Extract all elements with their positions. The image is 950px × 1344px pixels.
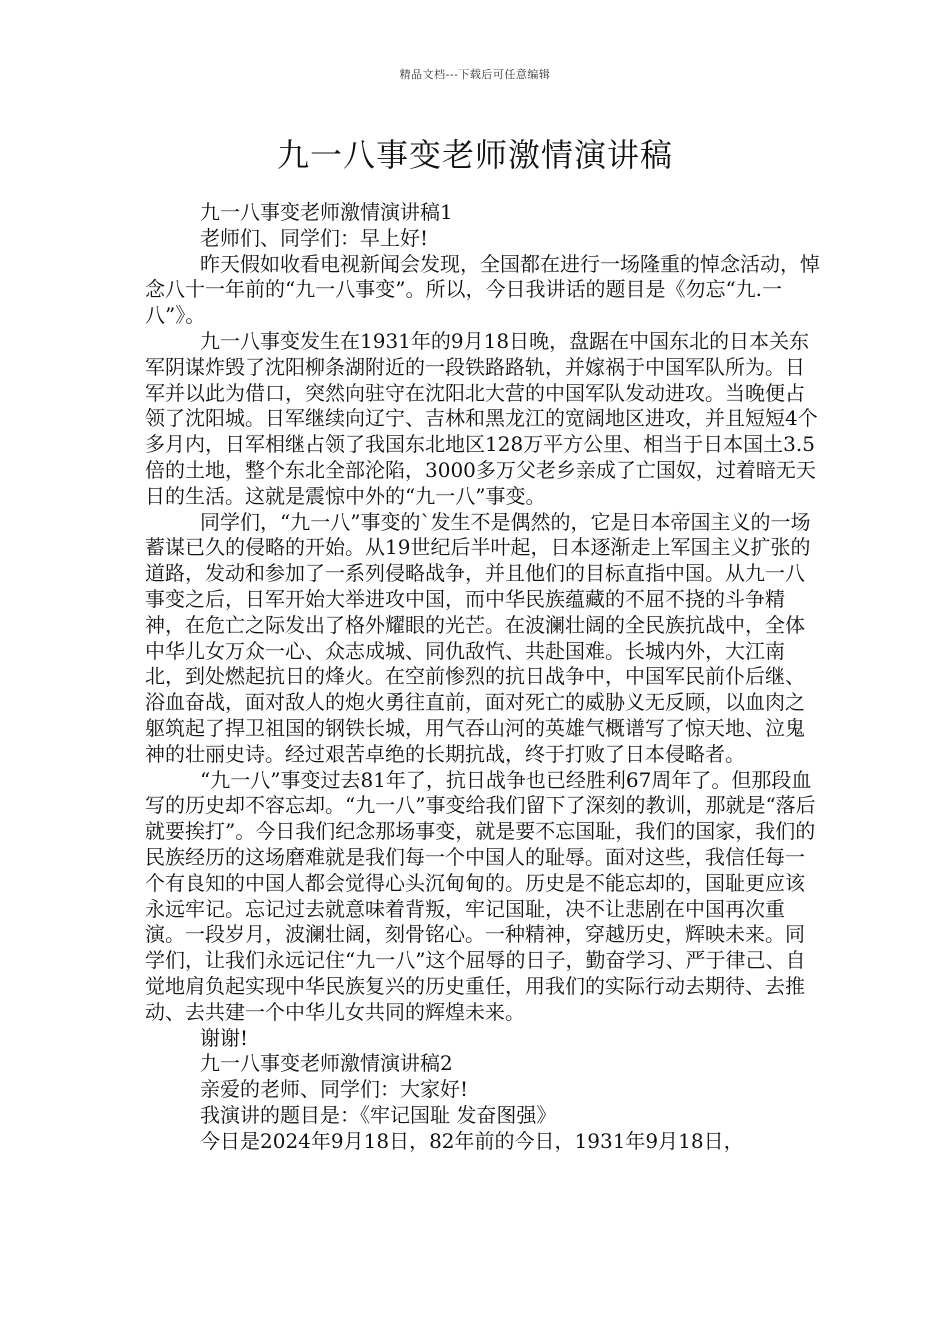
paragraph-history: 九一八事变发生在1931年的9月18日晚，盘踞在中国东北的日本关东军阴谋炸毁了沈阳柳条湖附近的一段铁路路轨，并嫁祸于中国军队所为。日军并以此为借口，突然向驻守在沈阳北大营的中国军队发动进攻。当晚便占领了沈阳城。日军继续向辽宁、吉林和黑龙江的宽阔地区进攻，并且短短4个多月内，日军相继占领了我国东北地区128万平方公里、相当于日本国土3.5倍的土地，整个东北全部沦陷，3000多万父老乡亲成了亡国奴，过着暗无天日的生活。这就是震惊中外的“九一八”事变。 bbox=[145, 328, 818, 508]
speech-topic: 我演讲的题目是：《牢记国耻 发奋图强》 bbox=[200, 1102, 557, 1127]
section-heading-2: 九一八事变老师激情演讲稿2 bbox=[200, 1051, 453, 1076]
document-title: 九一八事变老师激情演讲稿 bbox=[276, 136, 673, 174]
greeting-2: 亲爱的老师、同学们：大家好! bbox=[200, 1077, 469, 1102]
paragraph-remember: “九一八”事变过去81年了，抗日战争也已经胜利67周年了。但那段血写的历史却不容忘却。“九一八”事变给我们留下了深刻的教训，那就是“落后就要挨打”。今日我们纪念那场事变，就是要不忘国耻，我们的国家，我们的民族经历的这场磨难就是我们每一个中国人的耻辱。面对这些，我信任每一个有良知的中国人都会觉得心头沉甸甸的。历史是不能忘却的，国耻更应该永远牢记。忘记过去就意味着背叛，牢记国耻，决不让悲剧在中国再次重演。一段岁月，波澜壮阔，刻骨铭心。一种精神，穿越历史，辉映未来。同学们，让我们永远记住“九一八”这个屈辱的日子，勤奋学习、严于律己、自觉地肩负起实现中华民族复兴的历史重任，用我们的实际行动去期待、去推动、去共建一个中华儿女共同的辉煌未来。 bbox=[145, 767, 816, 1024]
document-body bbox=[145, 200, 820, 1154]
document-header-note: 精品文档---下载后可任意编辑 bbox=[399, 68, 551, 81]
paragraph-today: 今日是2024年9月18日，82年前的今日，1931年9月18日， bbox=[200, 1128, 744, 1153]
section-heading-1: 九一八事变老师激情演讲稿1 bbox=[200, 200, 453, 224]
paragraph-intro: 昨天假如收看电视新闻会发现，全国都在进行一场隆重的悼念活动，悼念八十一年前的“九一八事变”。所以，今日我讲话的题目是《勿忘“九.一八”》。 bbox=[145, 251, 820, 328]
thanks-line: 谢谢! bbox=[200, 1025, 249, 1050]
greeting-1: 老师们、同学们：早上好! bbox=[200, 225, 429, 250]
paragraph-resistance: 同学们，“九一八”事变的`发生不是偶然的，它是日本帝国主义的一场蓄谋已久的侵略的开始。从19世纪后半叶起，日本逐渐走上军国主义扩张的道路，发动和参加了一系列侵略战争，并且他们的目标直指中国。从九一八事变之后，日军开始大举进攻中国，而中华民族蕴藏的不屈不挠的斗争精神，在危亡之际发出了格外耀眼的光芒。在波澜壮阔的全民族抗战中，全体中华儿女万众一心、众志成城、同仇敌忾、共赴国难。长城内外，大江南北，到处燃起抗日的烽火。在空前惨烈的抗日战争中，中国军民前仆后继、浴血奋战，面对敌人的炮火勇往直前，面对死亡的威胁义无反顾，以血肉之躯筑起了捍卫祖国的钢铁长城，用气吞山河的英雄气概谱写了惊天地、泣鬼神的壮丽史诗。经过艰苦卓绝的长期抗战，终于打败了日本侵略者。 bbox=[145, 509, 811, 766]
